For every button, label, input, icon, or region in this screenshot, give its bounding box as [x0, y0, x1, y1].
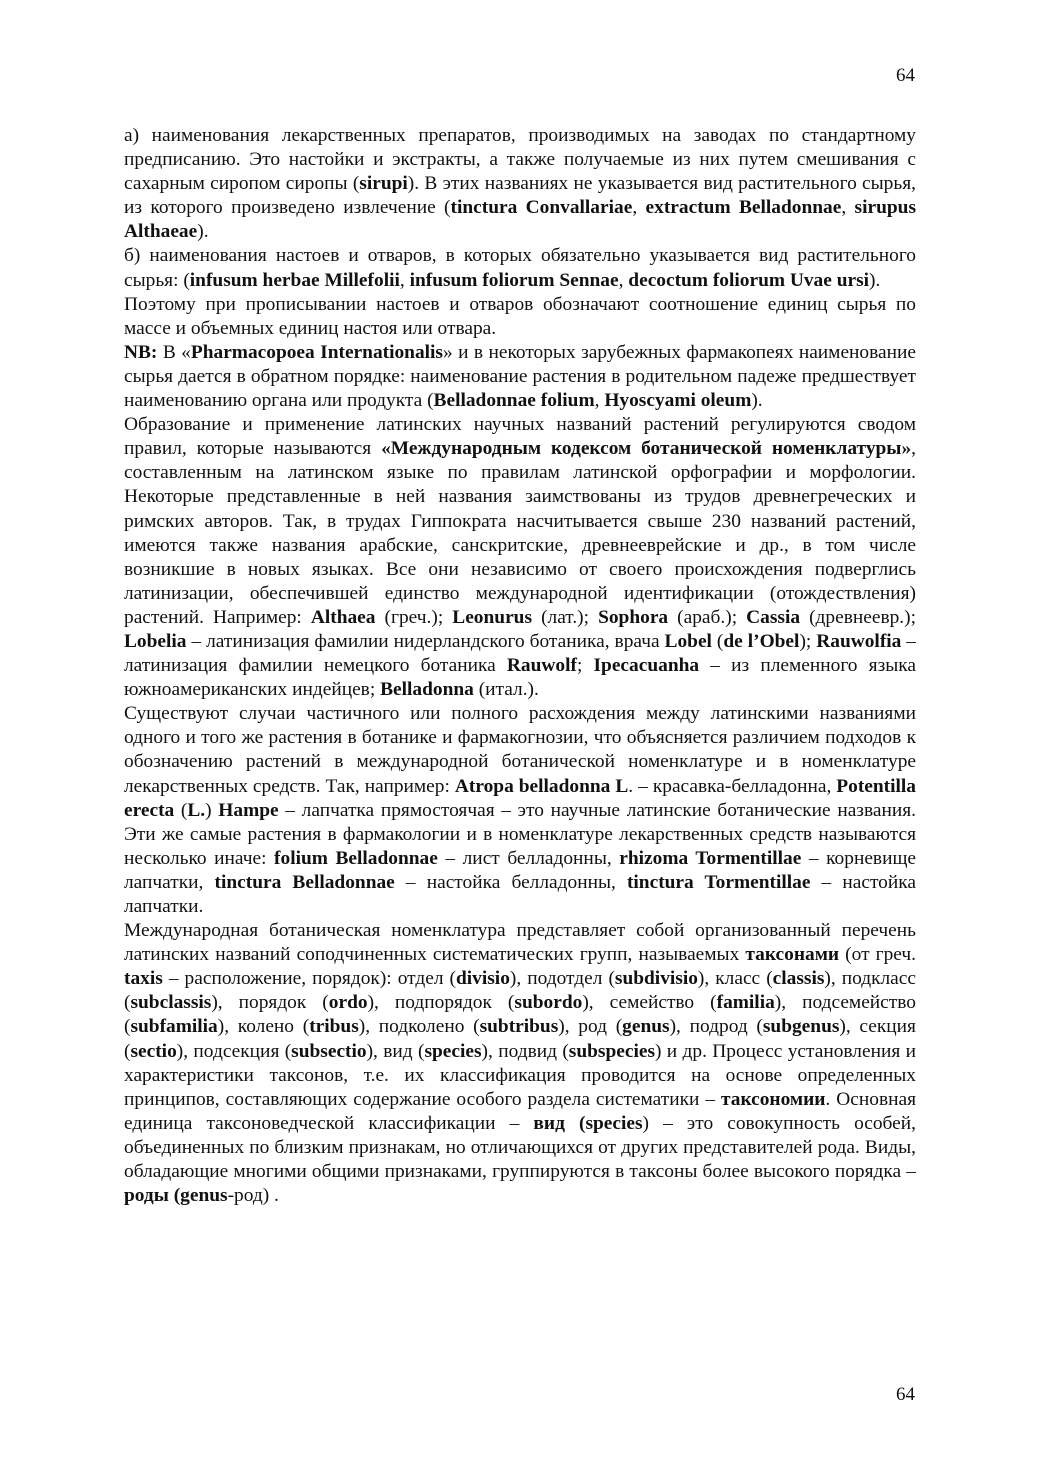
text-run: – расположение, порядок): отдел (: [162, 968, 456, 990]
text-run: Существуют случаи частичного или полного расхождения между латинскими названиями одного и того же растения в ботанике и фармакогнозии, что объясняется различием подходов к обозначению растений в международной ботанической номенклатуре и в номенклатуре лекарственных средств. Так, например:: [124, 703, 916, 797]
text-run: – из племенного языка южноамериканских индейцев;: [124, 655, 916, 701]
bold-term: sirupi: [359, 173, 408, 195]
bold-term: infusum herbae Millefolii: [189, 269, 400, 291]
bold-term: Atropa belladonna L: [454, 775, 629, 797]
bold-term: Ipecacuanha: [593, 655, 700, 677]
bold-term: subtribus: [479, 1016, 559, 1038]
paragraph: [124, 702, 916, 919]
bold-term: Lobel: [664, 630, 712, 652]
bold-term: familia: [716, 992, 775, 1014]
bold-term: extractum Belladonnae: [645, 197, 842, 219]
text-run: ), класс (: [697, 968, 773, 990]
text-run: ), подкласс (: [124, 968, 917, 1014]
paragraph: [124, 413, 916, 702]
text-run: ).: [869, 269, 881, 291]
text-run: , составленным на латинском языке по правилам латинской орфографии и морфологии. Некоторые представленные в ней названия заимствованы из трудов древнегреческих и римских авторов. Так, в трудах Гиппократа насчитывается свыше 230 названий растений, имеются также названия арабские, санскритские, древнееврейские и др., в том числе возникшие в новых языках. Все они независимо от своего происхождения подверглись латинизации, обеспечившей единство международной идентификации (отождествления) растений. Например:: [124, 438, 916, 628]
bold-term: L.: [187, 799, 206, 821]
bold-term: classis: [772, 968, 825, 990]
bold-term: genus: [622, 1016, 670, 1038]
text-run: (древнеевр.);: [800, 606, 916, 628]
text-run: – латинизация фамилии нидерландского ботаника, врача: [186, 630, 665, 652]
text-run: . Основная единица таксоноведческой классификации –: [124, 1088, 917, 1134]
bold-term: Leonurus: [452, 606, 533, 628]
paragraph: [124, 124, 916, 244]
text-run: – лапчатка прямостоячая – это научные латинские ботанические названия. Эти же самые растения в фармакологии и в номенклатуре лекарственных средств называются несколько иначе:: [124, 799, 916, 869]
bold-term: species: [424, 1040, 482, 1062]
bold-term: subclassis: [130, 992, 212, 1014]
bold-term: tinctura Belladonnae: [214, 871, 395, 893]
text-run: » и в некоторых зарубежных фармакопеях наименование сырья дается в обратном порядке: наименование растения в родительном падеже предшествует наименованию органа или продукта (: [124, 341, 916, 412]
bold-term: sectio: [130, 1040, 177, 1062]
text-run: а) наименования лекарственных препаратов, производимых на заводах по стандартному предписанию. Это настойки и экстракты, а также получаемые из них путем смешивания с сахарным сиропом сиропы (: [124, 125, 916, 195]
bold-term: subspecies: [568, 1040, 655, 1062]
bold-term: таксономии: [720, 1088, 826, 1110]
text-run: Международная ботаническая номенклатура представляет собой организованный перечень латинских названий соподчиненных систематических групп, называемых: [124, 920, 916, 966]
text-run: ), вид (: [366, 1040, 425, 1062]
text-run: ) и др. Процесс установления и характеристики таксонов, т.е. их классификация проводится на основе определенных принципов, составляющих содержание особого раздела систематики –: [124, 1040, 916, 1110]
text-run: – лист белладонны,: [437, 847, 620, 869]
text-run: ), секция (: [124, 1016, 916, 1062]
bold-term: sirupus Althaeae: [124, 197, 916, 243]
bold-term: infusum foliorum Sennae: [409, 269, 619, 291]
bold-term: Sophora: [598, 606, 669, 628]
text-run: ,: [618, 269, 629, 291]
text-run: – корневище лапчатки,: [124, 847, 916, 893]
text-run: Поэтому при прописывании настоев и отваров обозначают соотношение единиц сырья по массе и объемных единиц настоя или отвара.: [124, 293, 916, 339]
text-run: ), подотдел (: [509, 968, 615, 990]
text-run: ), подколено (: [358, 1016, 480, 1038]
bold-term: tribus: [309, 1016, 359, 1038]
text-run: -род) .: [227, 1185, 279, 1207]
bold-term: tinctura Convallariae: [450, 197, 633, 219]
bold-term: rhizoma Tormentillae: [619, 847, 802, 869]
paragraph: [124, 341, 916, 413]
text-run: ), подсемейство (: [124, 992, 916, 1038]
bold-term: divisio: [456, 968, 510, 990]
bold-term: Belladonnae folium: [433, 390, 595, 412]
bold-term: NB:: [124, 341, 158, 363]
text-run: ), род (: [558, 1016, 623, 1038]
bold-term: Cassia: [746, 606, 801, 628]
paragraph: [124, 244, 916, 292]
text-run: . – красавка-белладонна,: [628, 775, 837, 797]
bold-term: таксонами: [745, 944, 840, 966]
text-run: );: [799, 630, 817, 652]
text-run: (: [174, 799, 188, 821]
text-run: ,: [399, 269, 410, 291]
text-run: ).: [751, 390, 763, 412]
text-run: Образование и применение латинских научных названий растений регулируются сводом правил, которые называются: [124, 414, 916, 460]
bold-term: ordo: [328, 992, 368, 1014]
text-run: ): [205, 799, 219, 821]
bold-term: tinctura Tormentillae: [626, 871, 811, 893]
bold-term: subsectio: [291, 1040, 367, 1062]
text-run: ), семейство (: [582, 992, 717, 1014]
text-run: ), подсекция (: [176, 1040, 292, 1062]
bold-term: роды (genus: [124, 1185, 228, 1207]
text-run: (от греч.: [839, 944, 916, 966]
bold-term: taxis: [124, 968, 163, 990]
bold-term: decoctum foliorum Uvae ursi: [628, 269, 870, 291]
bold-term: Potentilla erecta: [124, 775, 916, 821]
bold-term: folium Belladonnae: [274, 847, 438, 869]
bold-term: вид (species: [533, 1112, 643, 1134]
text-run: (араб.);: [668, 606, 747, 628]
body-text: [124, 124, 916, 1208]
bold-term: subdivisio: [614, 968, 698, 990]
bold-term: Rauwolfia: [816, 630, 902, 652]
text-run: В «: [157, 341, 191, 363]
text-run: – настойка лапчатки.: [124, 871, 916, 917]
text-run: б) наименования настоев и отваров, в которых обязательно указывается вид растительного сырья: (: [124, 245, 916, 291]
text-run: ,: [841, 197, 855, 219]
bold-term: Belladonna: [380, 679, 474, 701]
text-run: ), подпорядок (: [367, 992, 515, 1014]
bold-term: Lobelia: [124, 630, 187, 652]
paragraph: [124, 293, 916, 341]
text-run: ).: [197, 221, 209, 243]
page-number-top: 64: [896, 65, 915, 86]
paragraph: [124, 919, 916, 1208]
bold-term: subgenus: [762, 1016, 840, 1038]
bold-term: Althaea: [310, 606, 376, 628]
text-run: ), порядок (: [211, 992, 329, 1014]
text-run: ) – это совокупность особей, объединенных по близким признакам, но отличающихся от других представителей рода. Виды, обладающие многими общими признаками, группируются в таксоны более высокого порядка –: [124, 1112, 916, 1183]
text-run: ;: [576, 655, 594, 677]
text-run: ,: [594, 390, 605, 412]
bold-term: Hyoscyami oleum: [604, 390, 752, 412]
bold-term: Rauwolf: [506, 655, 577, 677]
text-run: ,: [632, 197, 646, 219]
bold-term: subordo: [514, 992, 583, 1014]
text-run: (итал.).: [473, 679, 539, 701]
text-run: ), подрод (: [669, 1016, 763, 1038]
text-run: (: [711, 630, 724, 652]
bold-term: subfamilia: [130, 1016, 218, 1038]
bold-term: Hampe: [218, 799, 279, 821]
text-run: – настойка белладонны,: [394, 871, 627, 893]
text-run: ). В этих названиях не указывается вид растительного сырья, из которого произведено извлечение (: [124, 173, 916, 219]
bold-term: «Международным кодексом ботанической номенклатуры»: [381, 438, 912, 460]
bold-term: de l’Obel: [723, 630, 800, 652]
text-run: (греч.);: [375, 606, 453, 628]
text-run: ), колено (: [217, 1016, 310, 1038]
page-number-bottom: 64: [896, 1384, 915, 1405]
text-run: (лат.);: [532, 606, 599, 628]
text-run: ), подвид (: [481, 1040, 569, 1062]
bold-term: Pharmacopoea Internationalis: [190, 341, 443, 363]
text-run: – латинизация фамилии немецкого ботаника: [124, 630, 917, 677]
